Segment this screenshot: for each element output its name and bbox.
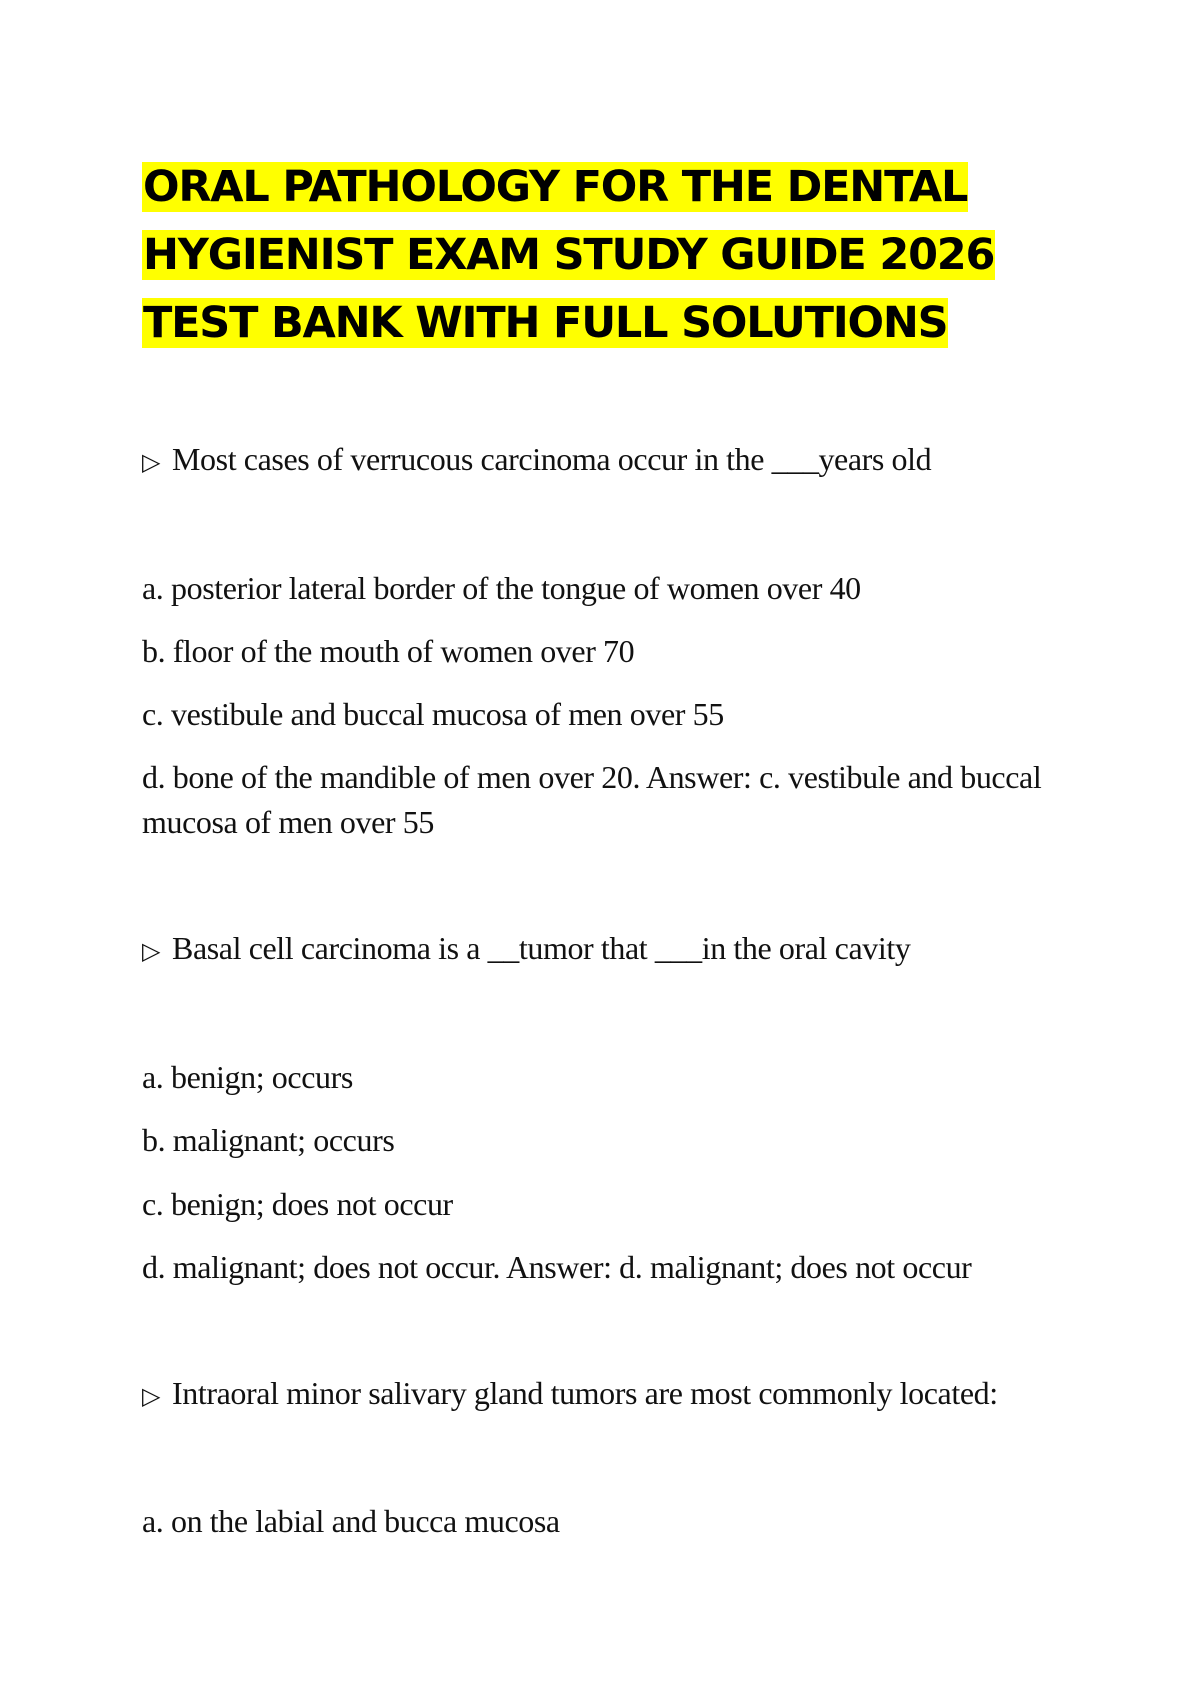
question-2-option-b: b. malignant; occurs [142, 1122, 395, 1158]
question-2 [142, 926, 1082, 974]
question-2-option-d: d. malignant; does not occur. Answer: d. malignant; does not occur [142, 1249, 972, 1285]
question-2-option-a: a. benign; occurs [142, 1059, 353, 1095]
title-highlight: ORAL PATHOLOGY FOR THE DENTAL HYGIENIST EXAM STUDY GUIDE 2026 TEST BANK WITH FULL SOLUTIONS [143, 162, 995, 348]
question-2-option-c: c. benign; does not occur [142, 1186, 453, 1222]
triangle-arrow-icon: ▷ [142, 448, 161, 476]
question-2-prompt: Basal cell carcinoma is a __tumor that ___in the oral cavity [172, 930, 911, 966]
triangle-arrow-icon: ▷ [142, 1382, 161, 1410]
question-3-option-a: a. on the labial and bucca mucosa [142, 1503, 560, 1539]
question-1-option-c: c. vestibule and buccal mucosa of men over 55 [142, 696, 724, 732]
triangle-arrow-icon: ▷ [142, 937, 161, 965]
question-1 [142, 437, 1082, 485]
question-3 [142, 1371, 1082, 1419]
question-1-prompt: Most cases of verrucous carcinoma occur in the ___years old [172, 441, 932, 477]
question-1-option-b: b. floor of the mouth of women over 70 [142, 633, 635, 669]
question-1-option-a: a. posterior lateral border of the tongue of women over 40 [142, 570, 861, 606]
question-1-option-d: d. bone of the mandible of men over 20. Answer: c. vestibule and buccal mucosa of men over 55 [142, 759, 1042, 840]
question-3-prompt: Intraoral minor salivary gland tumors are most commonly located: [172, 1375, 998, 1411]
document-title [142, 153, 1082, 357]
